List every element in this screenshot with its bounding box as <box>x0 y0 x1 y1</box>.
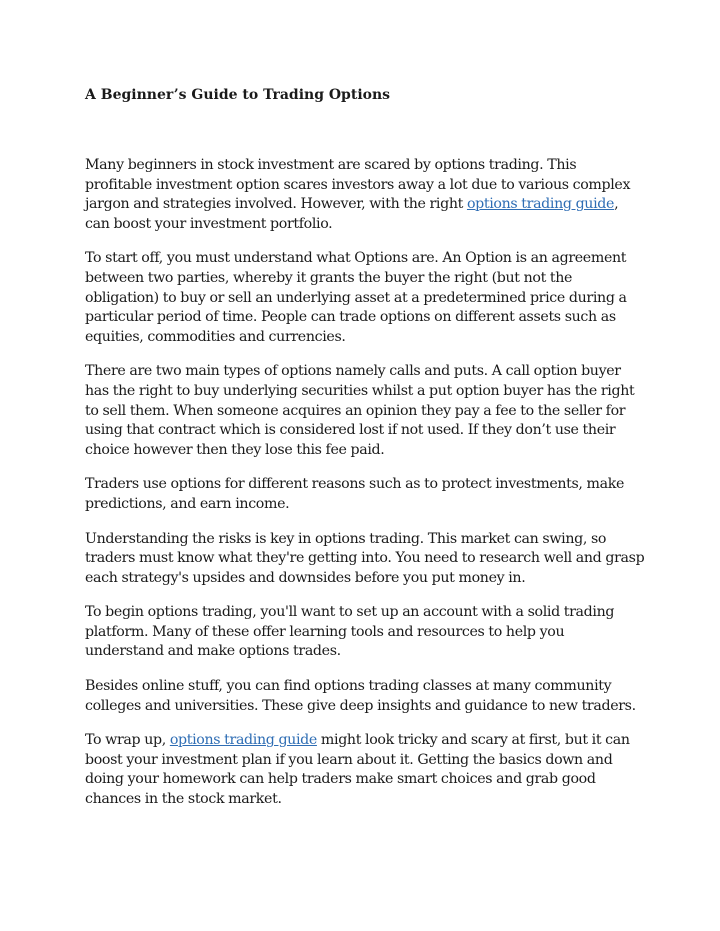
paragraph-types-of-options: There are two main types of options namely calls and puts. A call option buyer has the right to buy underlying securities whilst a put option buyer has the right to sell them. When someone acquires an opinion they pay a fee to the seller for using that contract which is considered lost if not used. If they don’t use their choice however then they lose this fee paid. <box>85 363 635 458</box>
paragraph-getting-started: To begin options trading, you'll want to set up an account with a solid trading platform. Many of these offer learning tools and resources to help you understand and make options trades. <box>85 604 615 660</box>
paragraph-text: , can boost your investment portfolio. <box>85 196 619 232</box>
document-body <box>85 156 645 825</box>
paragraph-what-are-options: To start off, you must understand what Options are. An Option is an agreement between two parties, whereby it grants the buyer the right (but not the obligation) to buy or sell an underlying asset at a predetermined price during a particular period of time. People can trade options on different assets such as equities, commodities and currencies. <box>85 250 627 345</box>
paragraph-conclusion <box>85 731 645 809</box>
paragraph-text: Many beginners in stock investment are scared by options trading. This profitable investment option scares investors away a lot due to various complex jargon and strategies involved. However, with the right <box>85 157 631 213</box>
paragraph-text: To wrap up, <box>85 732 170 749</box>
paragraph-reasons: Traders use options for different reasons such as to protect investments, make predictions, and earn income. <box>85 476 625 512</box>
paragraph-risks: Understanding the risks is key in options trading. This market can swing, so traders must know what they're getting into. You need to research well and grasp each strategy's upsides and downsides before you put money in. <box>85 530 645 586</box>
document-title: A Beginner’s Guide to Trading Options <box>85 87 391 103</box>
options-trading-guide-link[interactable]: options trading guide <box>169 732 317 749</box>
paragraph-classes: Besides online stuff, you can find options trading classes at many community colleges and universities. These give deep insights and guidance to new traders. <box>85 678 636 714</box>
paragraph-text: might look tricky and scary at first, but it can boost your investment plan if you learn about it. Getting the basics down and doing your homework can help traders make smart choices and grab good chances in the stock market. <box>85 732 630 808</box>
options-trading-guide-link[interactable]: options trading guide <box>466 196 615 213</box>
paragraph-intro <box>85 156 645 234</box>
